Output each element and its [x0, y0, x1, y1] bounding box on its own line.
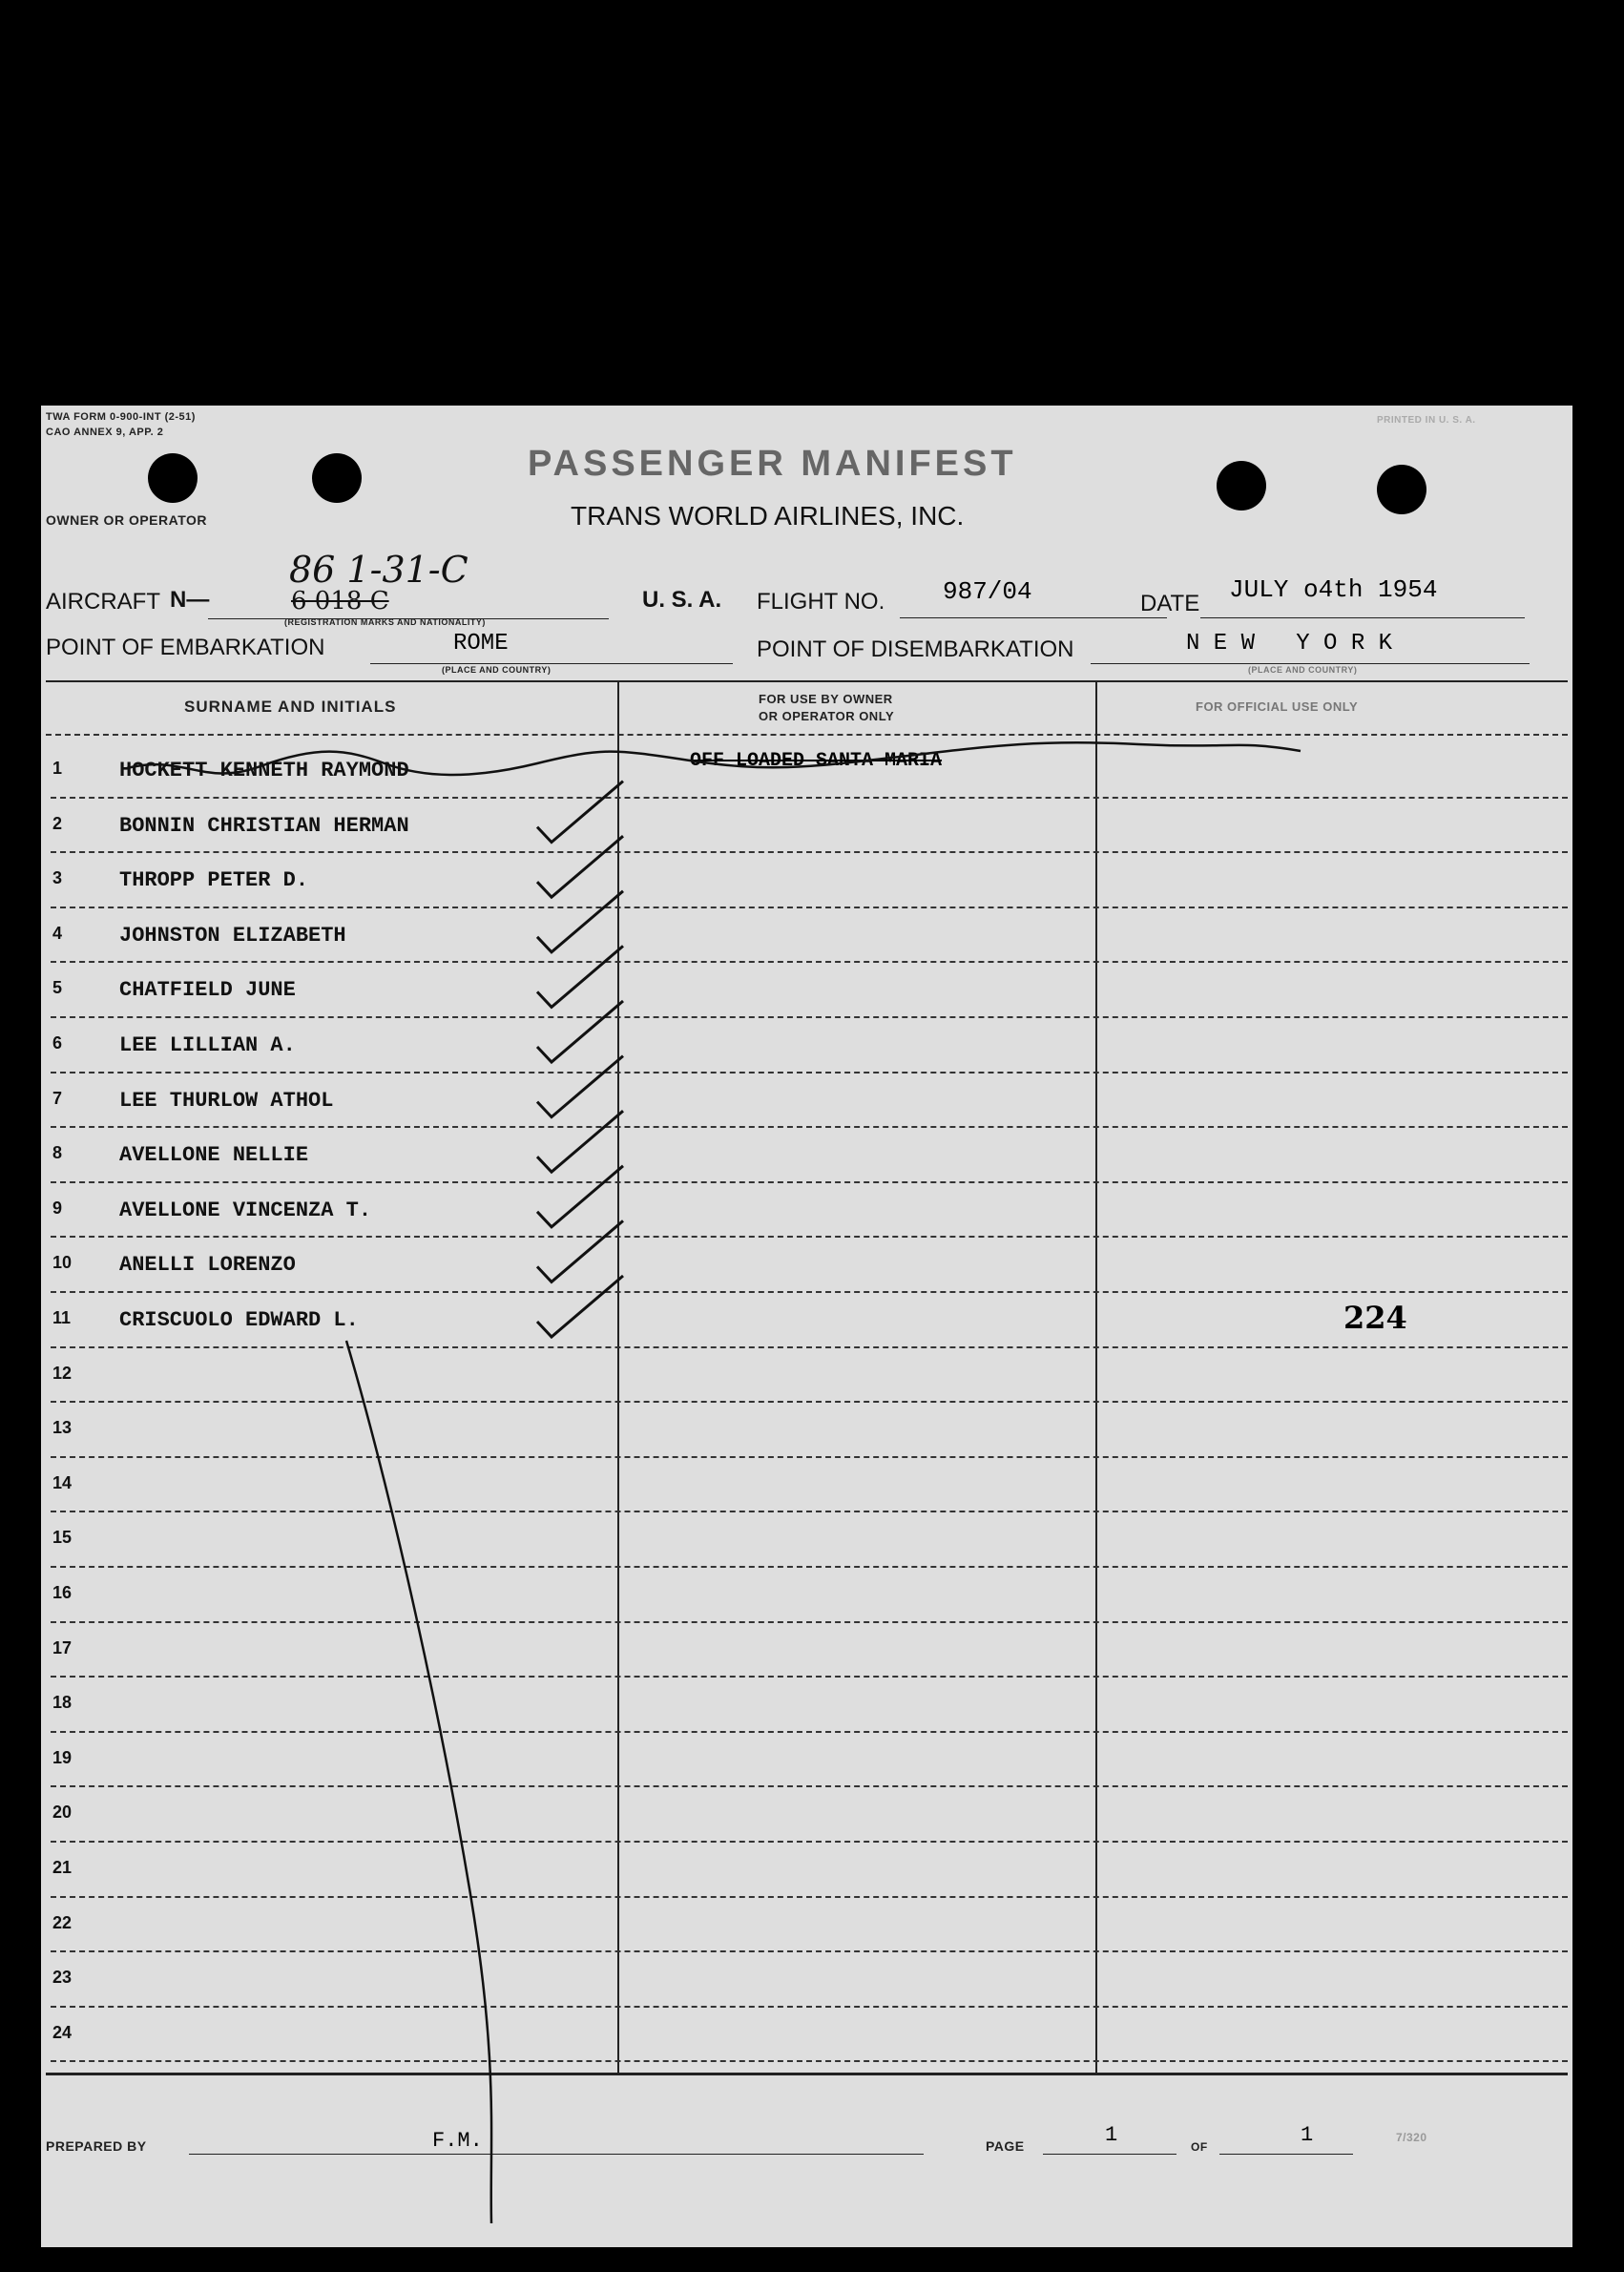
annex-code: CAO ANNEX 9, APP. 2 [46, 427, 164, 438]
usa-label: U. S. A. [642, 587, 722, 613]
row-number: 6 [52, 1033, 63, 1053]
form-code: TWA FORM 0-900-INT (2-51) [46, 411, 196, 423]
check-mark [537, 782, 623, 843]
row-number: 7 [52, 1088, 63, 1108]
check-mark [537, 891, 623, 952]
passenger-name: BONNIN CHRISTIAN HERMAN [119, 813, 409, 838]
registration-note: (REGISTRATION MARKS AND NATIONALITY) [284, 617, 486, 627]
row-number: 16 [52, 1583, 73, 1602]
row-number: 11 [52, 1308, 72, 1327]
row-number: 17 [52, 1637, 73, 1657]
embark-place-note: (PLACE AND COUNTRY) [442, 665, 552, 675]
passenger-name: ANELLI LORENZO [119, 1253, 296, 1278]
flight-label: FLIGHT NO. [757, 589, 885, 615]
row-number: 8 [52, 1143, 63, 1163]
row-number: 5 [52, 978, 63, 998]
row-number: 2 [52, 813, 63, 833]
row-number: 20 [52, 1803, 73, 1823]
of-value: 1 [1301, 2123, 1314, 2147]
check-mark [537, 1276, 623, 1337]
disembarkation-label: POINT OF DISEMBARKATION [757, 636, 1074, 662]
row-number: 21 [52, 1858, 73, 1877]
row-number: 1 [52, 759, 63, 778]
prepared-value: F.M. [432, 2129, 483, 2153]
check-mark [537, 1166, 623, 1227]
disembarkation-value: N E W Y O R K [1186, 631, 1393, 657]
row-number: 3 [52, 868, 63, 888]
check-mark [537, 1001, 623, 1062]
passenger-name: LEE THURLOW ATHOL [119, 1088, 334, 1113]
row-number: 14 [52, 1472, 73, 1492]
row-number: 24 [52, 2022, 73, 2042]
airline-name: TRANS WORLD AIRLINES, INC. [571, 501, 965, 531]
passenger-name: THROPP PETER D. [119, 868, 309, 893]
row-number: 13 [52, 1418, 73, 1438]
embarkation-label: POINT OF EMBARKATION [46, 635, 325, 660]
corner-note: 7/320 [1396, 2131, 1427, 2144]
check-mark [537, 836, 623, 897]
passenger-name: HOCKETT KENNETH RAYMOND [119, 759, 409, 782]
embarkation-value: ROME [453, 631, 509, 657]
col-owner-header-2: OR OPERATOR ONLY [759, 709, 895, 723]
flight-value: 987/04 [943, 577, 1032, 606]
operator-note: OFF LOADED SANTA MARIA [690, 750, 943, 772]
page-value: 1 [1105, 2123, 1118, 2147]
aircraft-handwritten: 86 1-31-C [289, 549, 468, 591]
passenger-name: JOHNSTON ELIZABETH [119, 923, 346, 948]
check-mark [537, 1220, 623, 1282]
owner-label: OWNER OR OPERATOR [46, 512, 207, 528]
date-value: JULY o4th 1954 [1229, 575, 1438, 604]
check-mark [537, 946, 623, 1007]
check-mark [537, 1111, 623, 1172]
row-number: 18 [52, 1693, 73, 1713]
passenger-name: AVELLONE NELLIE [119, 1143, 309, 1168]
disembark-place-note: (PLACE AND COUNTRY) [1248, 665, 1358, 675]
official-value: 224 [1343, 1300, 1407, 1336]
row-number: 15 [52, 1528, 73, 1548]
col-official-header: FOR OFFICIAL USE ONLY [1196, 699, 1359, 714]
row-number: 19 [52, 1747, 73, 1767]
manifest-sheet [41, 406, 1572, 2247]
col-surname-header: SURNAME AND INITIALS [184, 698, 397, 716]
aircraft-prefix: N— [170, 587, 210, 613]
row-number: 9 [52, 1198, 63, 1218]
passenger-name: CRISCUOLO EDWARD L. [119, 1308, 359, 1332]
page-label: PAGE [986, 2138, 1025, 2154]
aircraft-label: AIRCRAFT [46, 589, 160, 615]
row-number: 22 [52, 1912, 73, 1932]
date-label: DATE [1140, 591, 1200, 616]
check-mark [537, 1056, 623, 1117]
row-number: 12 [52, 1363, 73, 1383]
row-number: 4 [52, 923, 63, 943]
printed-note: PRINTED IN U. S. A. [1377, 415, 1476, 426]
check-marks [41, 406, 1572, 2247]
aircraft-value: 6 018 C [291, 587, 389, 615]
passenger-name: CHATFIELD JUNE [119, 978, 296, 1003]
row-number: 10 [52, 1253, 73, 1273]
passenger-name: AVELLONE VINCENZA T. [119, 1198, 372, 1222]
prepared-label: PREPARED BY [46, 2138, 147, 2154]
row-number: 23 [52, 1968, 73, 1988]
col-owner-header-1: FOR USE BY OWNER [759, 692, 893, 706]
passenger-name: LEE LILLIAN A. [119, 1033, 296, 1057]
of-label: OF [1191, 2140, 1208, 2154]
page-title: PASSENGER MANIFEST [528, 444, 1017, 484]
